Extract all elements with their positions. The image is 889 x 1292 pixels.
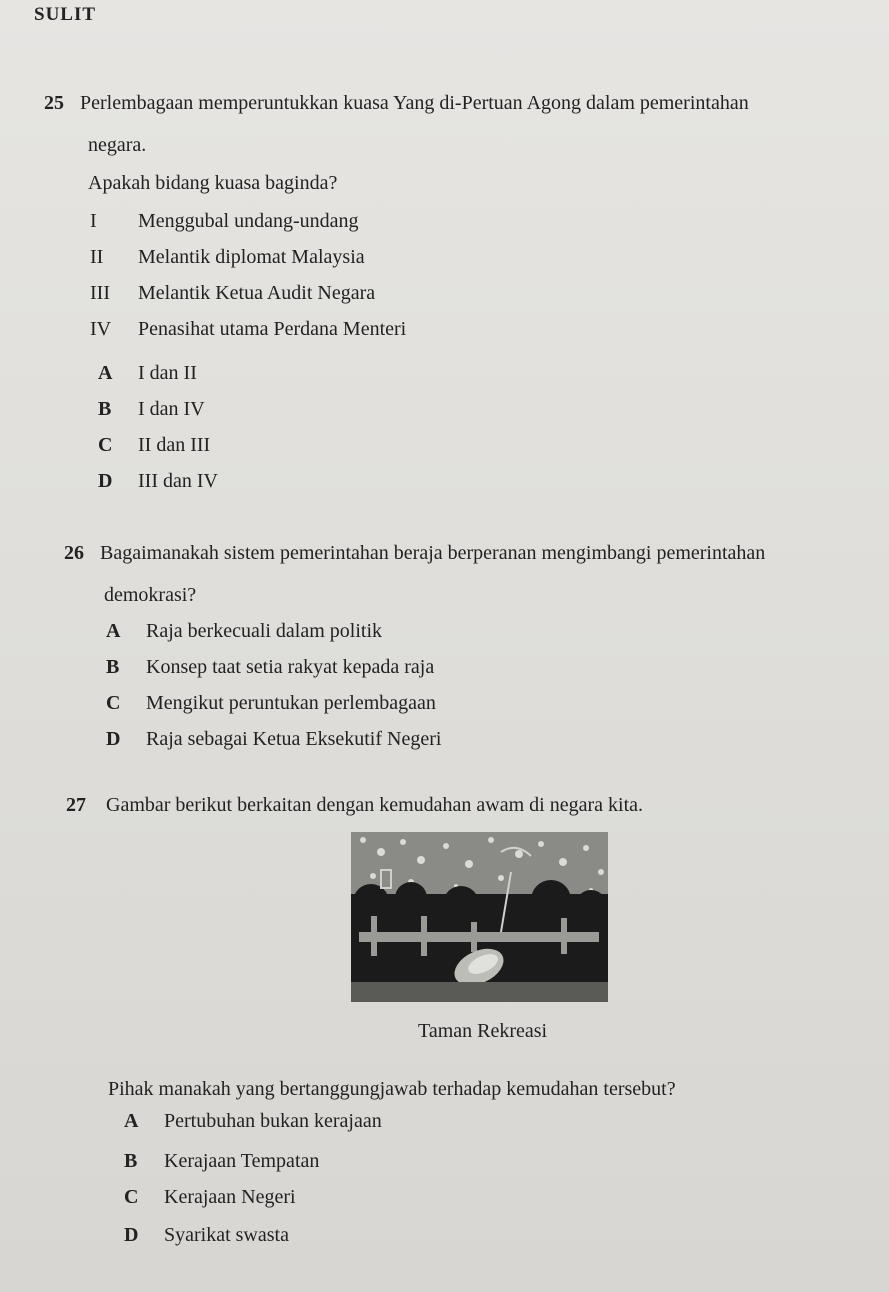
option-label: B	[98, 398, 112, 420]
recreation-park-photo	[351, 832, 608, 1002]
answer-option-d[interactable]	[124, 1224, 289, 1247]
option-label: A	[98, 362, 113, 384]
question-text: Gambar berikut berkaitan dengan kemudahan awam di negara kita.	[106, 794, 644, 816]
question-text: Perlembagaan memperuntukkan kuasa Yang di-Pertuan Agong dalam pemerintahan	[80, 92, 749, 114]
park-scene-icon	[351, 832, 608, 1002]
answer-option-c[interactable]	[106, 692, 436, 715]
option-label: D	[98, 470, 113, 492]
option-label: A	[124, 1110, 139, 1132]
statement-label: IV	[90, 318, 112, 340]
statement-item	[90, 210, 359, 233]
answer-option-d[interactable]	[106, 728, 441, 751]
option-label: C	[124, 1186, 139, 1208]
question-prompt: Apakah bidang kuasa baginda?	[88, 172, 338, 194]
photo-caption: Taman Rekreasi	[418, 1020, 548, 1042]
question-text: Bagaimanakah sistem pemerintahan beraja berperanan mengimbangi pemerintahan	[100, 542, 766, 564]
question-number: 27	[66, 794, 86, 816]
statement-label: I	[90, 210, 97, 232]
option-label: A	[106, 620, 121, 642]
option-label: B	[124, 1150, 138, 1172]
statement-label: II	[90, 246, 104, 268]
option-label: D	[124, 1224, 139, 1246]
answer-option-d[interactable]	[98, 470, 218, 493]
option-label: D	[106, 728, 121, 750]
option-text: Konsep taat setia rakyat kepada raja	[146, 656, 435, 678]
option-label: C	[106, 692, 121, 714]
option-text: Mengikut peruntukan perlembagaan	[146, 692, 436, 714]
page-header: SULIT	[34, 4, 97, 25]
statement-item	[90, 282, 375, 305]
question-text-cont: demokrasi?	[104, 584, 197, 606]
option-text: Raja sebagai Ketua Eksekutif Negeri	[146, 728, 442, 750]
question-prompt: Pihak manakah yang bertanggungjawab terhadap kemudahan tersebut?	[108, 1078, 676, 1100]
statement-text: Melantik diplomat Malaysia	[138, 246, 365, 268]
statement-item	[90, 246, 365, 269]
option-text: I dan IV	[138, 398, 205, 420]
question-number: 26	[64, 542, 84, 564]
statement-item	[90, 318, 406, 341]
answer-option-b[interactable]	[98, 398, 205, 421]
question-number: 25	[44, 92, 64, 114]
option-text: Syarikat swasta	[164, 1224, 289, 1246]
statement-text: Penasihat utama Perdana Menteri	[138, 318, 407, 340]
answer-option-a[interactable]	[124, 1110, 382, 1133]
answer-option-a[interactable]	[98, 362, 197, 385]
option-text: Pertubuhan bukan kerajaan	[164, 1110, 382, 1132]
statement-text: Melantik Ketua Audit Negara	[138, 282, 376, 304]
statement-label: III	[90, 282, 110, 304]
statement-text: Menggubal undang-undang	[138, 210, 359, 232]
answer-option-b[interactable]	[124, 1150, 319, 1173]
answer-option-c[interactable]	[124, 1186, 296, 1209]
option-text: Raja berkecuali dalam politik	[146, 620, 383, 642]
answer-option-a[interactable]	[106, 620, 382, 643]
option-text: II dan III	[138, 434, 211, 456]
option-text: Kerajaan Negeri	[164, 1186, 296, 1208]
option-text: I dan II	[138, 362, 197, 384]
answer-option-b[interactable]	[106, 656, 434, 679]
answer-option-c[interactable]	[98, 434, 210, 457]
option-text: III dan IV	[138, 470, 218, 492]
question-text-cont: negara.	[88, 134, 147, 156]
option-label: C	[98, 434, 113, 456]
option-label: B	[106, 656, 120, 678]
option-text: Kerajaan Tempatan	[164, 1150, 320, 1172]
